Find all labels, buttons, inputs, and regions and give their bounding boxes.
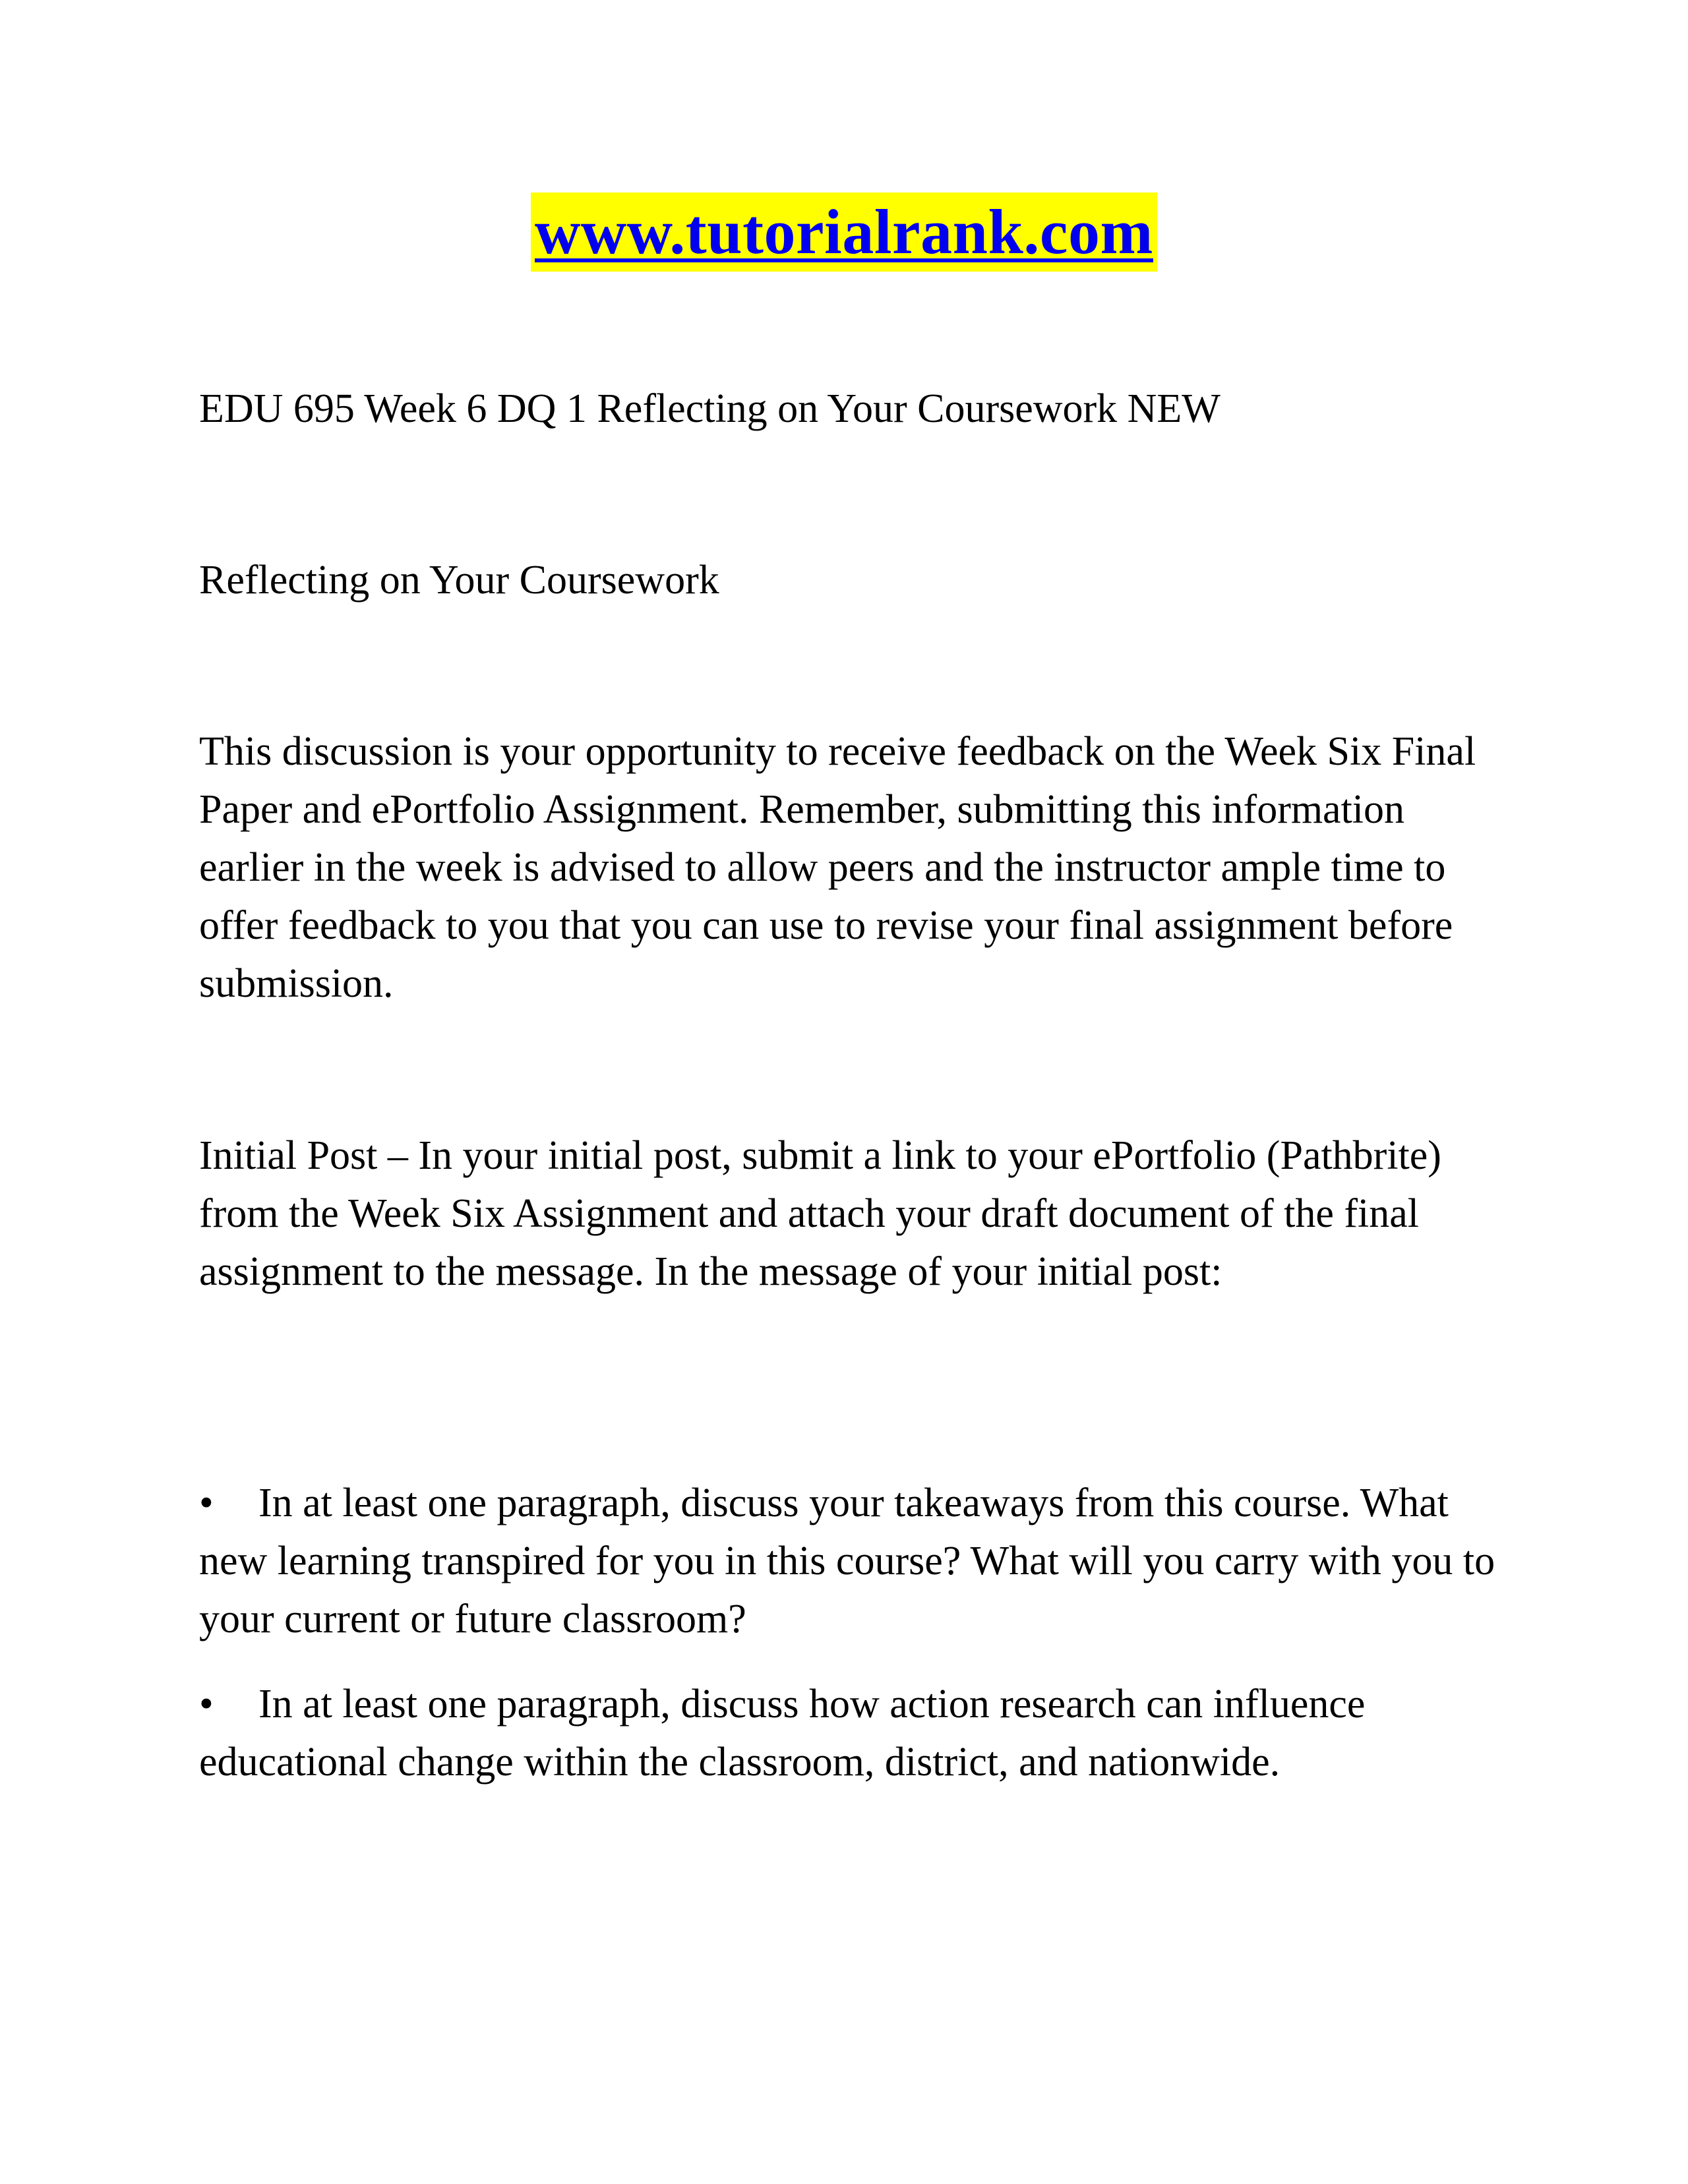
document-subtitle: Reflecting on Your Coursework [199, 558, 719, 603]
bullet-item-action-research [199, 1675, 1505, 1791]
bullet-text: In at least one paragraph, discuss your takeaways from this course. What new learning transpired for you in this course? What will you carry with you to your current or future classroom? [199, 1481, 1495, 1641]
intro-paragraph: This discussion is your opportunity to receive feedback on the Week Six Final Paper and ePortfolio Assignment. Remember, submitting this information earlier in the week is advised to allow peers and the instructor ample time to offer feedback to you that you can use to revise your final assignment before submission. [199, 729, 1476, 1006]
bullet-item-takeaways [199, 1474, 1505, 1648]
bullet-icon: • [199, 1481, 214, 1525]
site-link-container [0, 192, 1688, 272]
bullet-text: In at least one paragraph, discuss how action research can influence educational change within the classroom, district, and nationwide. [199, 1682, 1366, 1785]
document-title: EDU 695 Week 6 DQ 1 Reflecting on Your Coursework NEW [199, 386, 1221, 431]
site-link[interactable]: www.tutorialrank.com [531, 192, 1157, 272]
initial-post-paragraph: Initial Post – In your initial post, submit a link to your ePortfolio (Pathbrite) from the Week Six Assignment and attach your draft document of the final assignment to the message. In the message of your initial post: [199, 1133, 1441, 1294]
bullet-icon: • [199, 1682, 214, 1727]
